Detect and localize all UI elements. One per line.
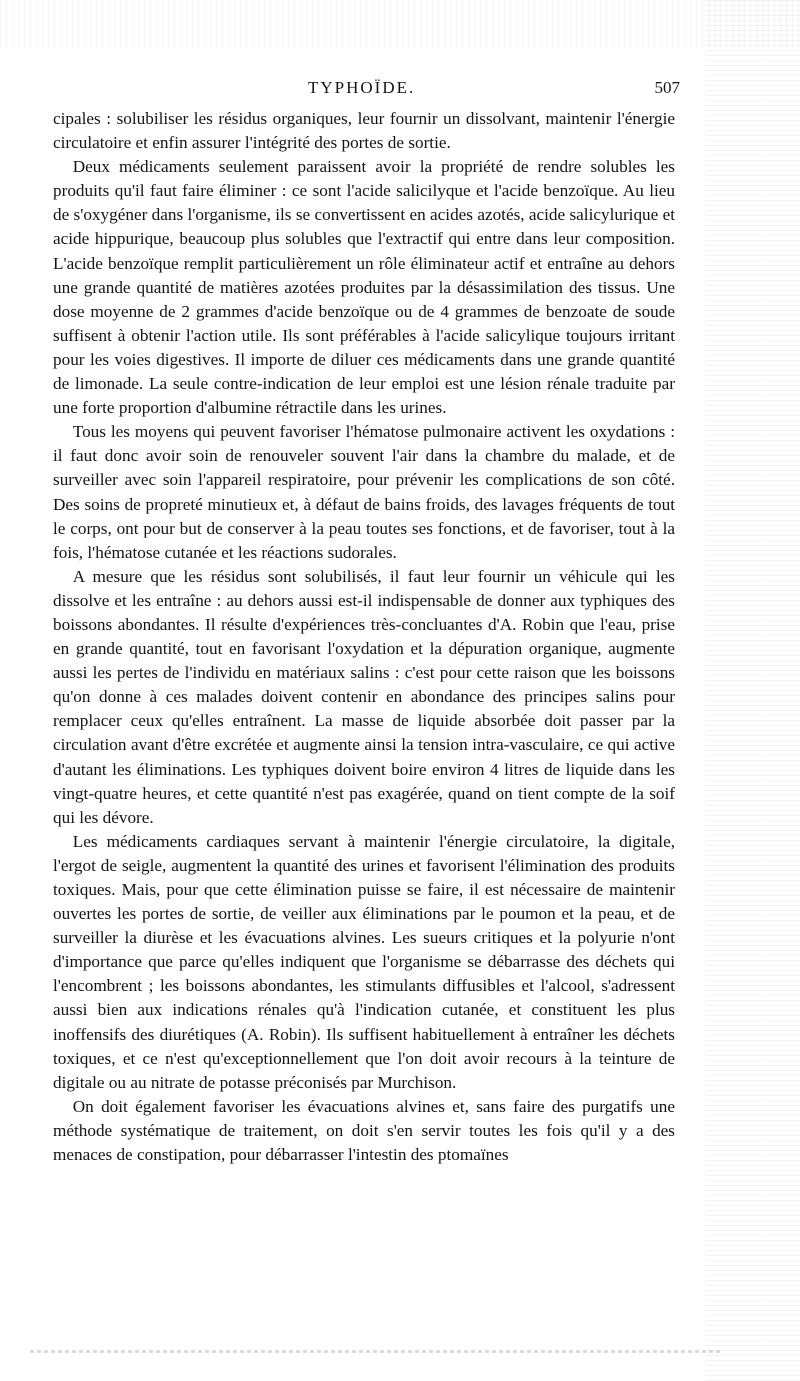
- scan-noise-top: [0, 0, 800, 48]
- paragraph-3: Tous les moyens qui peuvent favoriser l'hématose pulmonaire activent les oxydations : il faut donc avoir soin de renouveler souvent l'air dans la chambre du malade, et de surveiller avec soin l'appareil respiratoire, pour prévenir les complications de son côté. Des soins de propreté minutieux et, à défaut de bains froids, des lavages fréquents de tout le corps, ont pour but de conserver à la peau toutes ses fonctions, et de favoriser, tout à la fois, l'hématose cutanée et les réactions sudorales.: [53, 422, 675, 562]
- scan-noise-right-edge: [705, 0, 800, 1381]
- page-header: [258, 78, 688, 104]
- running-title: TYPHOÏDE.: [308, 78, 416, 97]
- paragraph-6: On doit également favoriser les évacuations alvines et, sans faire des purgatifs une méthode systématique de traitement, on doit s'en servir toutes les fois qu'il y a des menaces de constipation, pour débarrasser l'intestin des ptomaïnes: [53, 1096, 675, 1165]
- bleed-through-line: [30, 1350, 720, 1353]
- body-text: [53, 107, 675, 1167]
- page-number: 507: [654, 78, 680, 97]
- paragraph-1: cipales : solubiliser les résidus organiques, leur fournir un dissolvant, maintenir l'énergie circulatoire et enfin assurer l'intégrité des portes de sortie.: [53, 109, 675, 153]
- paragraph-2: Deux médicaments seulement paraissent avoir la propriété de rendre solubles les produits qu'il faut faire éliminer : ce sont l'acide salicilyque et l'acide benzoïque. Au lieu de s'oxygéner dans l'organisme, ils se convertissent en acides azotés, acide salicylurique et acide hippurique, beaucoup plus solubles que l'extractif qui entre dans leur composition. L'acide benzoïque remplit particulièrement un rôle éliminateur actif et entraîne au dehors une grande quantité de matières azotées produites par la désassimilation des tissus. Une dose moyenne de 2 grammes d'acide benzoïque ou de 4 grammes de benzoate de soude suffisent à obtenir l'action utile. Ils sont préférables à l'acide salicylique toujours irritant pour les voies digestives. Il importe de diluer ces médicaments dans une grande quantité de limonade. La seule contre-indication de leur emploi est une lésion rénale traduite par une forte proportion d'albumine rétractile dans les urines.: [53, 157, 675, 418]
- paragraph-5: Les médicaments cardiaques servant à maintenir l'énergie circulatoire, la digitale, l'ergot de seigle, augmentent la quantité des urines et favorisent l'élimination des produits toxiques. Mais, pour que cette élimination puisse se faire, il est nécessaire de maintenir ouvertes les portes de sortie, de veiller aux éliminations par le poumon et la peau, et de surveiller la diurèse et les évacuations alvines. Les sueurs critiques et la polyurie n'ont d'importance que parce qu'elles indiquent que l'organisme se débarrasse des déchets qui l'encombrent ; les boissons abondantes, les stimulants diffusibles et l'alcool, s'adressent aussi bien aux indications rénales qu'à l'indication cutanée, et constituent les plus inoffensifs des diurétiques (A. Robin). Ils suffisent habituellement à entraîner les déchets toxiques, et ce n'est qu'exceptionnellement que l'on doit avoir recours à la teinture de digitale ou au nitrate de potasse préconisés par Murchison.: [53, 831, 675, 1092]
- paragraph-4: A mesure que les résidus sont solubilisés, il faut leur fournir un véhicule qui les dissolve et les entraîne : au dehors aussi est-il indispensable de donner aux typhiques des boissons abondantes. Il résulte d'expériences très-concluantes d'A. Robin que l'eau, prise en grande quantité, tout en favorisant l'oxydation et la dépuration organique, augmente aussi les pertes de l'individu en matériaux salins : c'est pour cette raison que les boissons qu'on donne à ces malades doivent contenir en abondance des principes salins pour remplacer ceux qu'elles entraînent. La masse de liquide absorbée doit passer par la circulation avant d'être excrétée et augmente ainsi la tension intra-vasculaire, ce qui active d'autant les éliminations. Les typhiques doivent boire environ 4 litres de liquide dans les vingt-quatre heures, et cette quantité n'est pas exagérée, quand on tient compte de la soif qui les dévore.: [53, 566, 675, 827]
